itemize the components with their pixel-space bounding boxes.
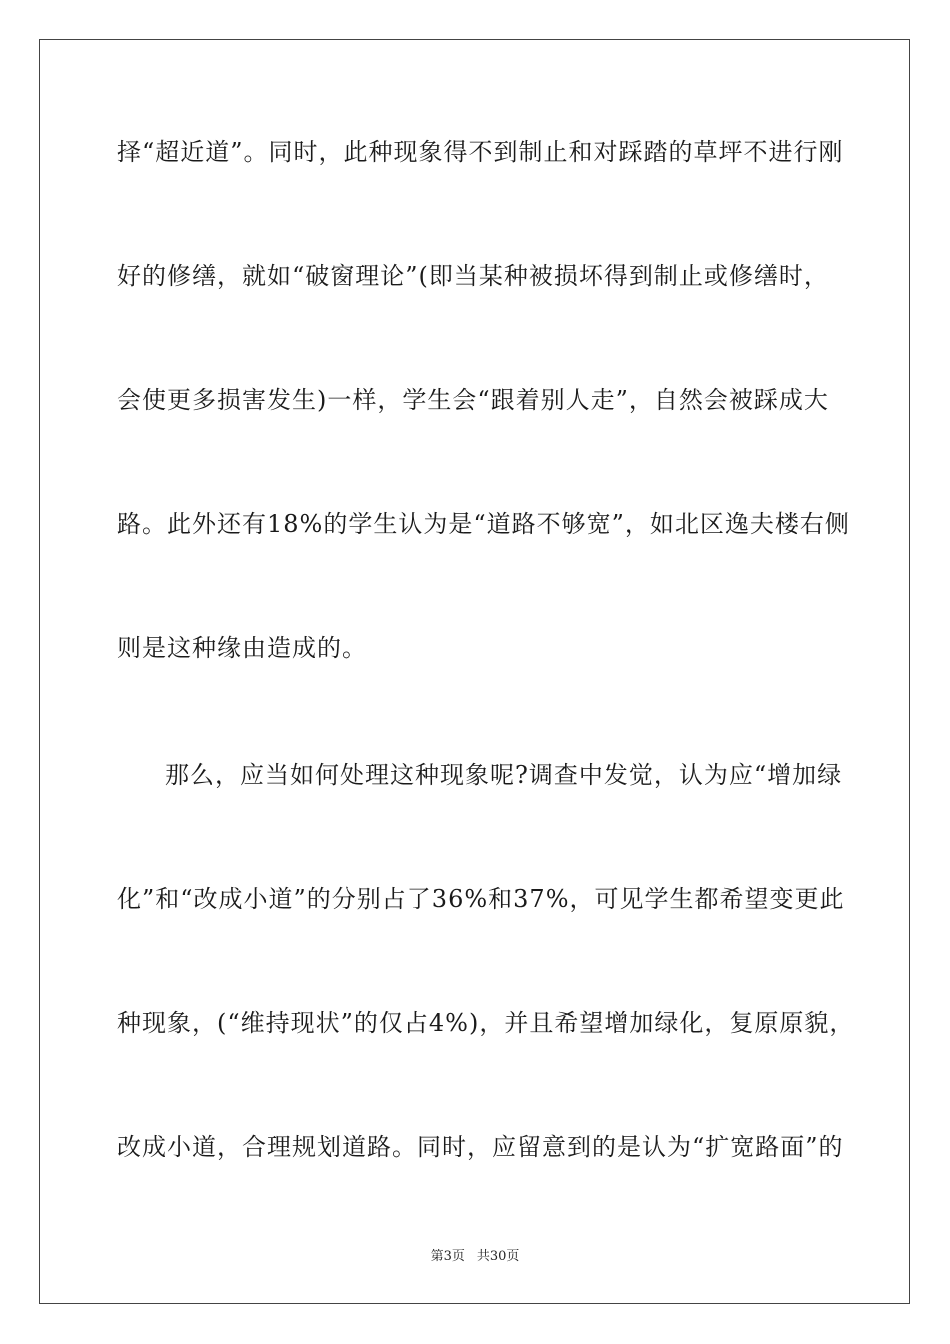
paragraph-line: 路。此外还有18%的学生认为是“道路不够宽”，如北区逸夫楼右侧	[117, 510, 850, 538]
paragraph-line: 好的修缮，就如“破窗理论”(即当某种被损坏得到制止或修缮时，	[117, 262, 829, 290]
page-footer	[0, 1248, 950, 1266]
paragraph-line: 改成小道，合理规划道路。同时，应留意到的是认为“扩宽路面”的	[117, 1133, 844, 1161]
paragraph-line: 择“超近道”。同时，此种现象得不到制止和对踩踏的草坪不进行刚	[117, 138, 844, 166]
page-number: 第3页	[430, 1249, 465, 1264]
paragraph-line-indented: 那么，应当如何处理这种现象呢?调查中发觉，认为应“增加绿	[165, 761, 843, 789]
total-pages: 共30页	[476, 1249, 520, 1264]
page-border	[39, 39, 910, 1304]
paragraph-line: 种现象，(“维持现状”的仅占4%)，并且希望增加绿化，复原原貌，	[117, 1009, 855, 1037]
paragraph-line: 会使更多损害发生)一样，学生会“跟着别人走”，自然会被踩成大	[117, 386, 829, 414]
paragraph-line: 则是这种缘由造成的。	[117, 634, 367, 662]
paragraph-line: 化”和“改成小道”的分别占了36%和37%，可见学生都希望变更此	[117, 885, 845, 913]
